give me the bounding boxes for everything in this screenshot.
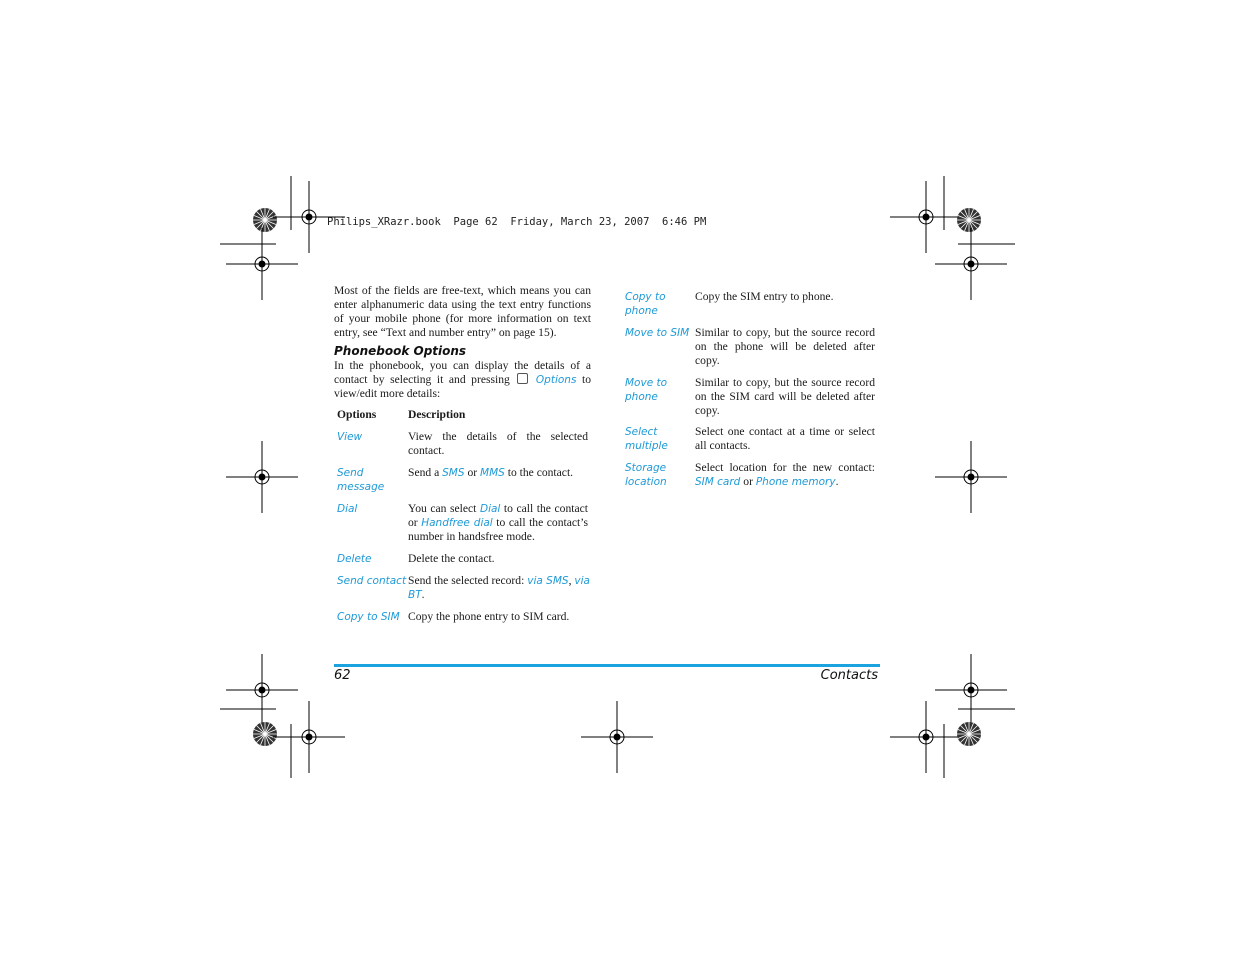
section-name: Contacts (820, 668, 878, 683)
registration-star-icon (957, 208, 981, 232)
registration-cross-icon (273, 181, 345, 253)
option-send-contact: Send contact (337, 575, 407, 587)
page-number: 62 (334, 668, 351, 683)
option-storage-location: Storage location (625, 462, 667, 488)
option-copy-to-phone: Copy to phone (625, 291, 666, 317)
registration-star-icon (253, 722, 277, 746)
registration-cross-icon (226, 441, 298, 513)
desc-view: View the details of the selected contact. (408, 430, 588, 457)
column-header-description: Description (408, 408, 466, 421)
desc-send-message: Send a SMS or MMS to the contact. (408, 466, 574, 479)
section-title: Phonebook Options (334, 344, 467, 358)
registration-cross-icon (581, 701, 653, 773)
desc-copy-to-phone: Copy the SIM entry to phone. (695, 290, 834, 303)
desc-storage-location: Select location for the new contact: SIM card or Phone memory. (695, 461, 875, 488)
registration-cross-icon (226, 654, 298, 726)
print-header: Philips_XRazr.book Page 62 Friday, March 23, 2007 6:46 PM (327, 216, 707, 228)
options-key-icon (517, 373, 528, 384)
option-delete: Delete (337, 553, 372, 565)
desc-move-to-sim: Similar to copy, but the source record on the phone will be deleted after copy. (695, 326, 875, 367)
registration-star-icon (253, 208, 277, 232)
option-view: View (337, 431, 363, 443)
desc-send-contact: Send the selected record: via SMS, via BT. (408, 574, 590, 601)
para-text-1: In the phonebook, you can display the details of a contact by selecting it and pressing (334, 359, 591, 386)
options-paragraph (334, 359, 591, 401)
para-key-label: Options (535, 374, 577, 386)
option-send-message: Send message (337, 467, 385, 493)
registration-cross-icon (890, 181, 962, 253)
desc-dial: You can select Dial to call the contact or Handfree dial to call the contact’s number in handsfree mode. (408, 502, 588, 543)
desc-move-to-phone: Similar to copy, but the source record on the SIM card will be deleted after copy. (695, 376, 875, 417)
registration-cross-icon (935, 228, 1007, 300)
desc-delete: Delete the contact. (408, 552, 495, 565)
registration-cross-icon (935, 654, 1007, 726)
desc-copy-to-sim: Copy the phone entry to SIM card. (408, 610, 570, 623)
para-text-2: to view/edit more details: (334, 373, 591, 400)
intro-paragraph: Most of the fields are free-text, which means you can enter alphanumeric data using the text entry functions of your mobile phone (for more information on text entry, see “Text and number entry” on page 15). (334, 284, 591, 339)
registration-cross-icon (890, 701, 962, 773)
footer-rule (334, 664, 880, 667)
option-dial: Dial (337, 503, 358, 515)
registration-cross-icon (273, 701, 345, 773)
registration-cross-icon (935, 441, 1007, 513)
option-move-to-phone: Move to phone (625, 377, 668, 403)
option-select-multiple: Select multiple (625, 426, 668, 452)
option-move-to-sim: Move to SIM (625, 327, 690, 339)
column-header-options: Options (337, 408, 377, 421)
option-copy-to-sim: Copy to SIM (337, 611, 400, 623)
desc-select-multiple: Select one contact at a time or select all contacts. (695, 425, 875, 452)
registration-cross-icon (226, 228, 298, 300)
registration-star-icon (957, 722, 981, 746)
